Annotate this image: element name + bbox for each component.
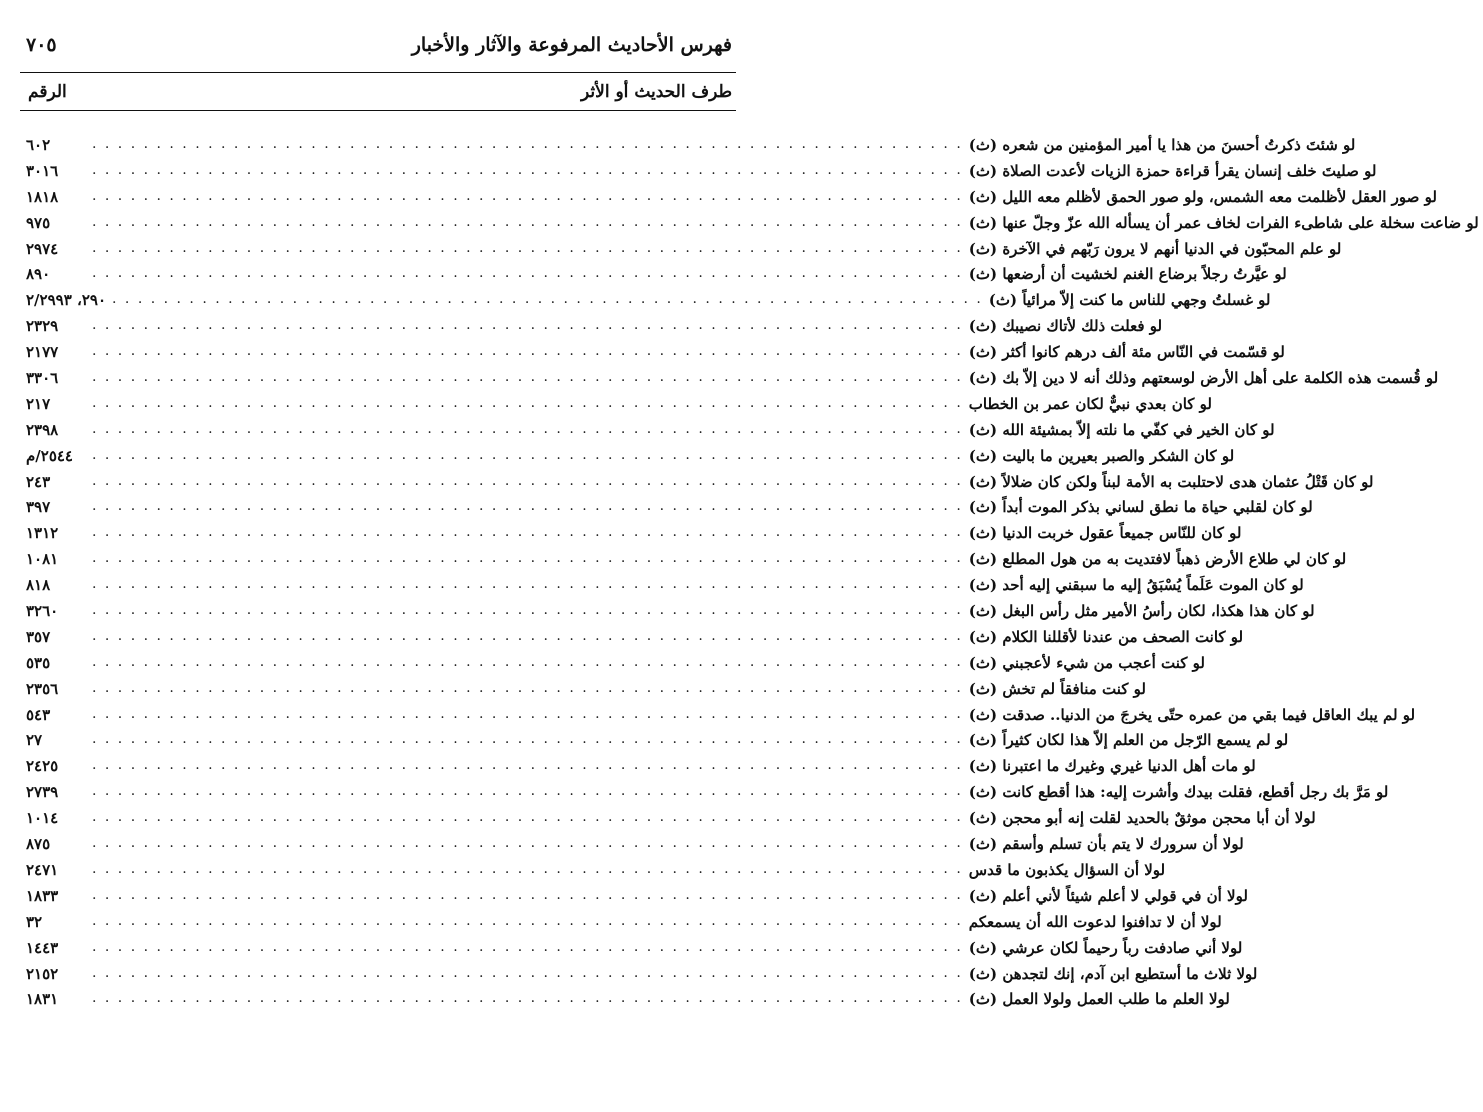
dot-leader: . . . . . . . . . . . . . . . . . . . . . . . . . . . . . . . . . . . . . . . . . . . . . . . . . . . . . . . . . . . . . . . . . . . .: [92, 576, 963, 593]
entry-number: ٨٩٠: [26, 265, 51, 284]
entry-number: ١٨١٨: [26, 187, 59, 206]
entry-number: ٢١٥٢: [26, 964, 59, 983]
index-entries: [20, 136, 1479, 1016]
entry-text: لو كان الخير في كفّي ما نلته إلاّ بمشيئة الله (ث): [968, 420, 1275, 439]
entry-text: لولا أن في قولي لا أعلم شيئاً لأني أعلم (ث): [968, 886, 1248, 905]
entry-text: لو كان لي طلاع الأرض ذهباً لافتديت به من هول المطلع (ث): [968, 550, 1347, 569]
entry-number: ٨٧٥: [26, 835, 51, 854]
entry-text: لولا أني صادفت رباً رحيماً لكان عرشي (ث): [968, 938, 1243, 957]
entry-text: لو عيَّرتُ رجلاً برضاع الغنم لخشيت أن أرضعها (ث): [968, 265, 1287, 284]
entry-number: ٢٤٧١: [26, 860, 59, 879]
entry-number: ٢٣٥٦: [26, 679, 59, 698]
entry-text: لو كان لقلبي حياة ما نطق لساني بذكر الموت أبداً (ث): [968, 498, 1313, 517]
page-number: ٧٠٥: [26, 34, 57, 56]
index-entry: [20, 757, 1256, 783]
index-entry: [20, 990, 1230, 1016]
entry-number: ١٣١٢: [26, 524, 59, 543]
entry-text: لو كان الشكر والصبر بعيرين ما باليت (ث): [968, 446, 1235, 465]
index-entry: [20, 835, 1244, 861]
index-entry: [20, 809, 1316, 835]
dot-leader: . . . . . . . . . . . . . . . . . . . . . . . . . . . . . . . . . . . . . . . . . . . . . . . . . . . . . . . . . . . . . . . . . . . .: [92, 757, 963, 774]
column-headers: [20, 78, 736, 108]
entry-number: ٣٢٦٠: [26, 602, 59, 621]
index-entry: [20, 679, 1146, 706]
dot-leader: . . . . . . . . . . . . . . . . . . . . . . . . . . . . . . . . . . . . . . . . . . . . . . . . . . . . . . . . . . . . . . . . . . . .: [92, 187, 963, 204]
index-entry: [20, 783, 1389, 809]
entry-number: ٢٩٠، ٢/٢٩٩٣: [26, 291, 107, 310]
dot-leader: . . . . . . . . . . . . . . . . . . . . . . . . . . . . . . . . . . . . . . . . . . . . . . . . . . . . . . . . . . . . . . . . . . . .: [92, 783, 963, 800]
entry-number: ٢٧: [26, 731, 43, 750]
dot-leader: . . . . . . . . . . . . . . . . . . . . . . . . . . . . . . . . . . . . . . . . . . . . . . . . . . . . . . . . . . . . . . . . . . . .: [92, 653, 963, 670]
dot-leader: . . . . . . . . . . . . . . . . . . . . . . . . . . . . . . . . . . . . . . . . . . . . . . . . . . . . . . . . . . . . . . . . . . . .: [92, 446, 963, 463]
entry-number: ٩٧٥: [26, 213, 51, 232]
index-entry: [20, 627, 1244, 654]
index-entry: [20, 964, 1258, 991]
entry-number: ٣٢: [26, 912, 43, 931]
entry-number: ٥٤٣: [26, 705, 51, 724]
entry-text: لو مَرَّ بك رجل أقطع، فقلت بيدك وأشرت إليه: هذا أقطع كانت (ث): [968, 783, 1389, 802]
dot-leader: . . . . . . . . . . . . . . . . . . . . . . . . . . . . . . . . . . . . . . . . . . . . . . . . . . . . . . . . . . . . . . . . . . . .: [92, 679, 963, 696]
entry-number: ٢٣٩٨: [26, 420, 59, 439]
index-entry: [20, 239, 1342, 266]
document-page: [20, 30, 1479, 1090]
dot-leader: . . . . . . . . . . . . . . . . . . . . . . . . . . . . . . . . . . . . . . . . . . . . . . . . . . . . . . . . . . . . . . . . . . . .: [92, 731, 963, 748]
dot-leader: . . . . . . . . . . . . . . . . . . . . . . . . . . . . . . . . . . . . . . . . . . . . . . . . . . . . . . . . . . . . . . . . . . . .: [92, 627, 963, 644]
dot-leader: . . . . . . . . . . . . . . . . . . . . . . . . . . . . . . . . . . . . . . . . . . . . . . . . . . . . . . . . . . . . . . . . . . . .: [112, 291, 983, 308]
index-entry: [20, 524, 1242, 550]
entry-text: لولا العلم ما طلب العمل ولولا العمل (ث): [968, 990, 1230, 1009]
dot-leader: . . . . . . . . . . . . . . . . . . . . . . . . . . . . . . . . . . . . . . . . . . . . . . . . . . . . . . . . . . . . . . . . . . . .: [92, 602, 963, 619]
entry-number: ٣٠١٦: [26, 161, 59, 180]
index-entry: [20, 705, 1416, 732]
entry-number: ٢١٧: [26, 394, 51, 413]
index-entry: [20, 653, 1205, 680]
index-entry: [20, 394, 1212, 421]
text-column-heading: طرف الحديث أو الأثر: [581, 82, 732, 102]
header-rule: [20, 72, 736, 73]
index-entry: [20, 912, 1222, 939]
entry-text: لو كنت أعجب من شيء لأعجبني (ث): [968, 653, 1205, 672]
index-entry: [20, 343, 1285, 369]
entry-text: لو كان قَتْلُ عثمان هدى لاحتلبت به الأمة لبناً ولكن كان ضلالاً (ث): [968, 472, 1374, 491]
entry-number: ٢٣٢٩: [26, 317, 59, 336]
entry-text: لو كان للنّاس جميعاً عقول خربت الدنيا (ث): [968, 524, 1242, 543]
index-entry: [20, 213, 1479, 240]
entry-text: لو ضاعت سخلة على شاطىء الفرات لخاف عمر أن يسأله الله عزّ وجلّ عنها (ث): [968, 213, 1479, 232]
dot-leader: . . . . . . . . . . . . . . . . . . . . . . . . . . . . . . . . . . . . . . . . . . . . . . . . . . . . . . . . . . . . . . . . . . . .: [92, 161, 963, 178]
entry-text: لولا أن لا تدافنوا لدعوت الله أن يسمعكم: [968, 912, 1222, 931]
entry-number: ١٠١٤: [26, 809, 59, 828]
entry-number: ٣٥٧: [26, 627, 51, 646]
entry-text: لو لم يسمع الرّجل من العلم إلاّ هذا لكان كثيراً (ث): [968, 731, 1289, 750]
dot-leader: . . . . . . . . . . . . . . . . . . . . . . . . . . . . . . . . . . . . . . . . . . . . . . . . . . . . . . . . . . . . . . . . . . . .: [92, 860, 963, 877]
dot-leader: . . . . . . . . . . . . . . . . . . . . . . . . . . . . . . . . . . . . . . . . . . . . . . . . . . . . . . . . . . . . . . . . . . . .: [92, 524, 963, 541]
index-entry: [20, 446, 1235, 473]
entry-text: لو كنت منافقاً لم تخش (ث): [968, 679, 1146, 698]
entry-text: لو كان الموت عَلَماً يُسْبَقُ إليه ما سبقني إليه أحد (ث): [968, 576, 1304, 595]
dot-leader: . . . . . . . . . . . . . . . . . . . . . . . . . . . . . . . . . . . . . . . . . . . . . . . . . . . . . . . . . . . . . . . . . . . .: [92, 835, 963, 852]
entry-text: لو فعلت ذلك لأتاك نصيبك (ث): [968, 317, 1163, 336]
entry-number: ٥٣٥: [26, 653, 51, 672]
index-entry: [20, 317, 1163, 343]
index-entry: [20, 187, 1437, 214]
dot-leader: . . . . . . . . . . . . . . . . . . . . . . . . . . . . . . . . . . . . . . . . . . . . . . . . . . . . . . . . . . . . . . . . . . . .: [92, 420, 963, 437]
column-heading-rule: [20, 110, 736, 111]
entry-text: لو لم يبك العاقل فيما بقي من عمره حتّى يخرجَ من الدنيا.. صدقت (ث): [968, 705, 1416, 724]
index-entry: [20, 472, 1374, 499]
index-entry: [20, 498, 1313, 524]
dot-leader: . . . . . . . . . . . . . . . . . . . . . . . . . . . . . . . . . . . . . . . . . . . . . . . . . . . . . . . . . . . . . . . . . . . .: [92, 990, 963, 1007]
entry-text: لو غسلتُ وجهي للناس ما كنت إلاّ مرائياً (ث): [988, 291, 1271, 310]
index-entry: [20, 369, 1439, 395]
dot-leader: . . . . . . . . . . . . . . . . . . . . . . . . . . . . . . . . . . . . . . . . . . . . . . . . . . . . . . . . . . . . . . . . . . . .: [92, 550, 963, 567]
entry-number: ٢٤٢٥: [26, 757, 59, 776]
index-entry: [20, 938, 1243, 965]
entry-text: لو صور العقل لأظلمت معه الشمس، ولو صور الحمق لأظلم معه الليل (ث): [968, 187, 1437, 206]
index-entry: [20, 550, 1347, 576]
entry-text: لولا ثلاث ما أستطيع ابن آدم، إنك لتجدهن (ث): [968, 964, 1258, 983]
entry-number: ٨١٨: [26, 576, 51, 595]
dot-leader: . . . . . . . . . . . . . . . . . . . . . . . . . . . . . . . . . . . . . . . . . . . . . . . . . . . . . . . . . . . . . . . . . . . .: [92, 136, 963, 152]
index-entry: [20, 136, 1356, 162]
entry-text: لولا أن أبا محجن موثقٌ بالحديد لقلت إنه أبو محجن (ث): [968, 809, 1316, 828]
entry-number: ٢٥٤٤/م: [26, 446, 73, 465]
index-entry: [20, 161, 1377, 188]
entry-number: ١٨٣١: [26, 990, 59, 1009]
index-entry: [20, 860, 1166, 887]
dot-leader: . . . . . . . . . . . . . . . . . . . . . . . . . . . . . . . . . . . . . . . . . . . . . . . . . . . . . . . . . . . . . . . . . . . .: [92, 394, 963, 411]
dot-leader: . . . . . . . . . . . . . . . . . . . . . . . . . . . . . . . . . . . . . . . . . . . . . . . . . . . . . . . . . . . . . . . . . . . .: [92, 886, 963, 903]
dot-leader: . . . . . . . . . . . . . . . . . . . . . . . . . . . . . . . . . . . . . . . . . . . . . . . . . . . . . . . . . . . . . . . . . . . .: [92, 498, 963, 515]
entry-text: لو كان هذا هكذا، لكان رأسُ الأمير مثل رأس البغل (ث): [968, 602, 1315, 621]
index-entry: [20, 265, 1287, 291]
index-entry: [20, 576, 1304, 602]
entry-text: لو كانت الصحف من عندنا لأقللنا الكلام (ث): [968, 627, 1244, 646]
dot-leader: . . . . . . . . . . . . . . . . . . . . . . . . . . . . . . . . . . . . . . . . . . . . . . . . . . . . . . . . . . . . . . . . . . . .: [92, 809, 963, 826]
entry-text: لو صليتَ خلف إنسان يقرأ قراءة حمزة الزيات لأعدت الصلاة (ث): [968, 161, 1377, 180]
dot-leader: . . . . . . . . . . . . . . . . . . . . . . . . . . . . . . . . . . . . . . . . . . . . . . . . . . . . . . . . . . . . . . . . . . . .: [92, 938, 963, 955]
dot-leader: . . . . . . . . . . . . . . . . . . . . . . . . . . . . . . . . . . . . . . . . . . . . . . . . . . . . . . . . . . . . . . . . . . . .: [92, 239, 963, 256]
dot-leader: . . . . . . . . . . . . . . . . . . . . . . . . . . . . . . . . . . . . . . . . . . . . . . . . . . . . . . . . . . . . . . . . . . . .: [92, 964, 963, 981]
dot-leader: . . . . . . . . . . . . . . . . . . . . . . . . . . . . . . . . . . . . . . . . . . . . . . . . . . . . . . . . . . . . . . . . . . . .: [92, 343, 963, 360]
dot-leader: . . . . . . . . . . . . . . . . . . . . . . . . . . . . . . . . . . . . . . . . . . . . . . . . . . . . . . . . . . . . . . . . . . . .: [92, 472, 963, 489]
dot-leader: . . . . . . . . . . . . . . . . . . . . . . . . . . . . . . . . . . . . . . . . . . . . . . . . . . . . . . . . . . . . . . . . . . . .: [92, 369, 963, 386]
entry-number: ٦٠٢: [26, 136, 51, 154]
entry-text: لو شئتَ ذكرتُ أحسنَ من هذا يا أمير المؤمنين من شعره (ث): [968, 136, 1356, 154]
dot-leader: . . . . . . . . . . . . . . . . . . . . . . . . . . . . . . . . . . . . . . . . . . . . . . . . . . . . . . . . . . . . . . . . . . . .: [92, 317, 963, 334]
entry-number: ١٨٣٣: [26, 886, 59, 905]
index-entry: [20, 602, 1315, 628]
entry-text: لولا أن سرورك لا يتم بأن تسلم وأسقم (ث): [968, 835, 1244, 854]
running-header: [20, 30, 736, 70]
entry-text: لو كان بعدي نبيٌّ لكان عمر بن الخطاب: [968, 394, 1212, 413]
index-entry: [20, 420, 1275, 447]
entry-text: لو قسّمت في النّاس مئة ألف درهم كانوا أكثر (ث): [968, 343, 1285, 362]
entry-number: ١٤٤٣: [26, 938, 59, 957]
entry-number: ٢١٧٧: [26, 343, 59, 362]
dot-leader: . . . . . . . . . . . . . . . . . . . . . . . . . . . . . . . . . . . . . . . . . . . . . . . . . . . . . . . . . . . . . . . . . . . .: [92, 265, 963, 282]
entry-text: لو قُسمت هذه الكلمة على أهل الأرض لوسعتهم وذلك أنه لا دين إلاّ بك (ث): [968, 369, 1439, 388]
entry-number: ١٠٨١: [26, 550, 59, 569]
entry-number: ٣٣٠٦: [26, 369, 59, 388]
entry-number: ٢٤٣: [26, 472, 51, 491]
dot-leader: . . . . . . . . . . . . . . . . . . . . . . . . . . . . . . . . . . . . . . . . . . . . . . . . . . . . . . . . . . . . . . . . . . . .: [92, 705, 963, 722]
dot-leader: . . . . . . . . . . . . . . . . . . . . . . . . . . . . . . . . . . . . . . . . . . . . . . . . . . . . . . . . . . . . . . . . . . . .: [92, 912, 963, 929]
entry-number: ٢٩٧٤: [26, 239, 59, 258]
entry-text: لو مات أهل الدنيا غيري وغيرك ما اعتبرنا (ث): [968, 757, 1256, 776]
entry-text: لو علم المحبّون في الدنيا أنهم لا يرون رَبّهم في الآخرة (ث): [968, 239, 1342, 258]
dot-leader: . . . . . . . . . . . . . . . . . . . . . . . . . . . . . . . . . . . . . . . . . . . . . . . . . . . . . . . . . . . . . . . . . . . .: [92, 213, 963, 230]
running-title: فهرس الأحاديث المرفوعة والآثار والأخبار: [411, 34, 732, 56]
index-entry: [20, 291, 1271, 317]
index-entry: [20, 731, 1289, 757]
entry-number: ٣٩٧: [26, 498, 51, 517]
number-column-heading: الرقم: [28, 82, 67, 102]
index-entry: [20, 886, 1248, 913]
entry-number: ٢٧٣٩: [26, 783, 59, 802]
entry-text: لولا أن السؤال يكذبون ما قدس: [968, 860, 1166, 879]
